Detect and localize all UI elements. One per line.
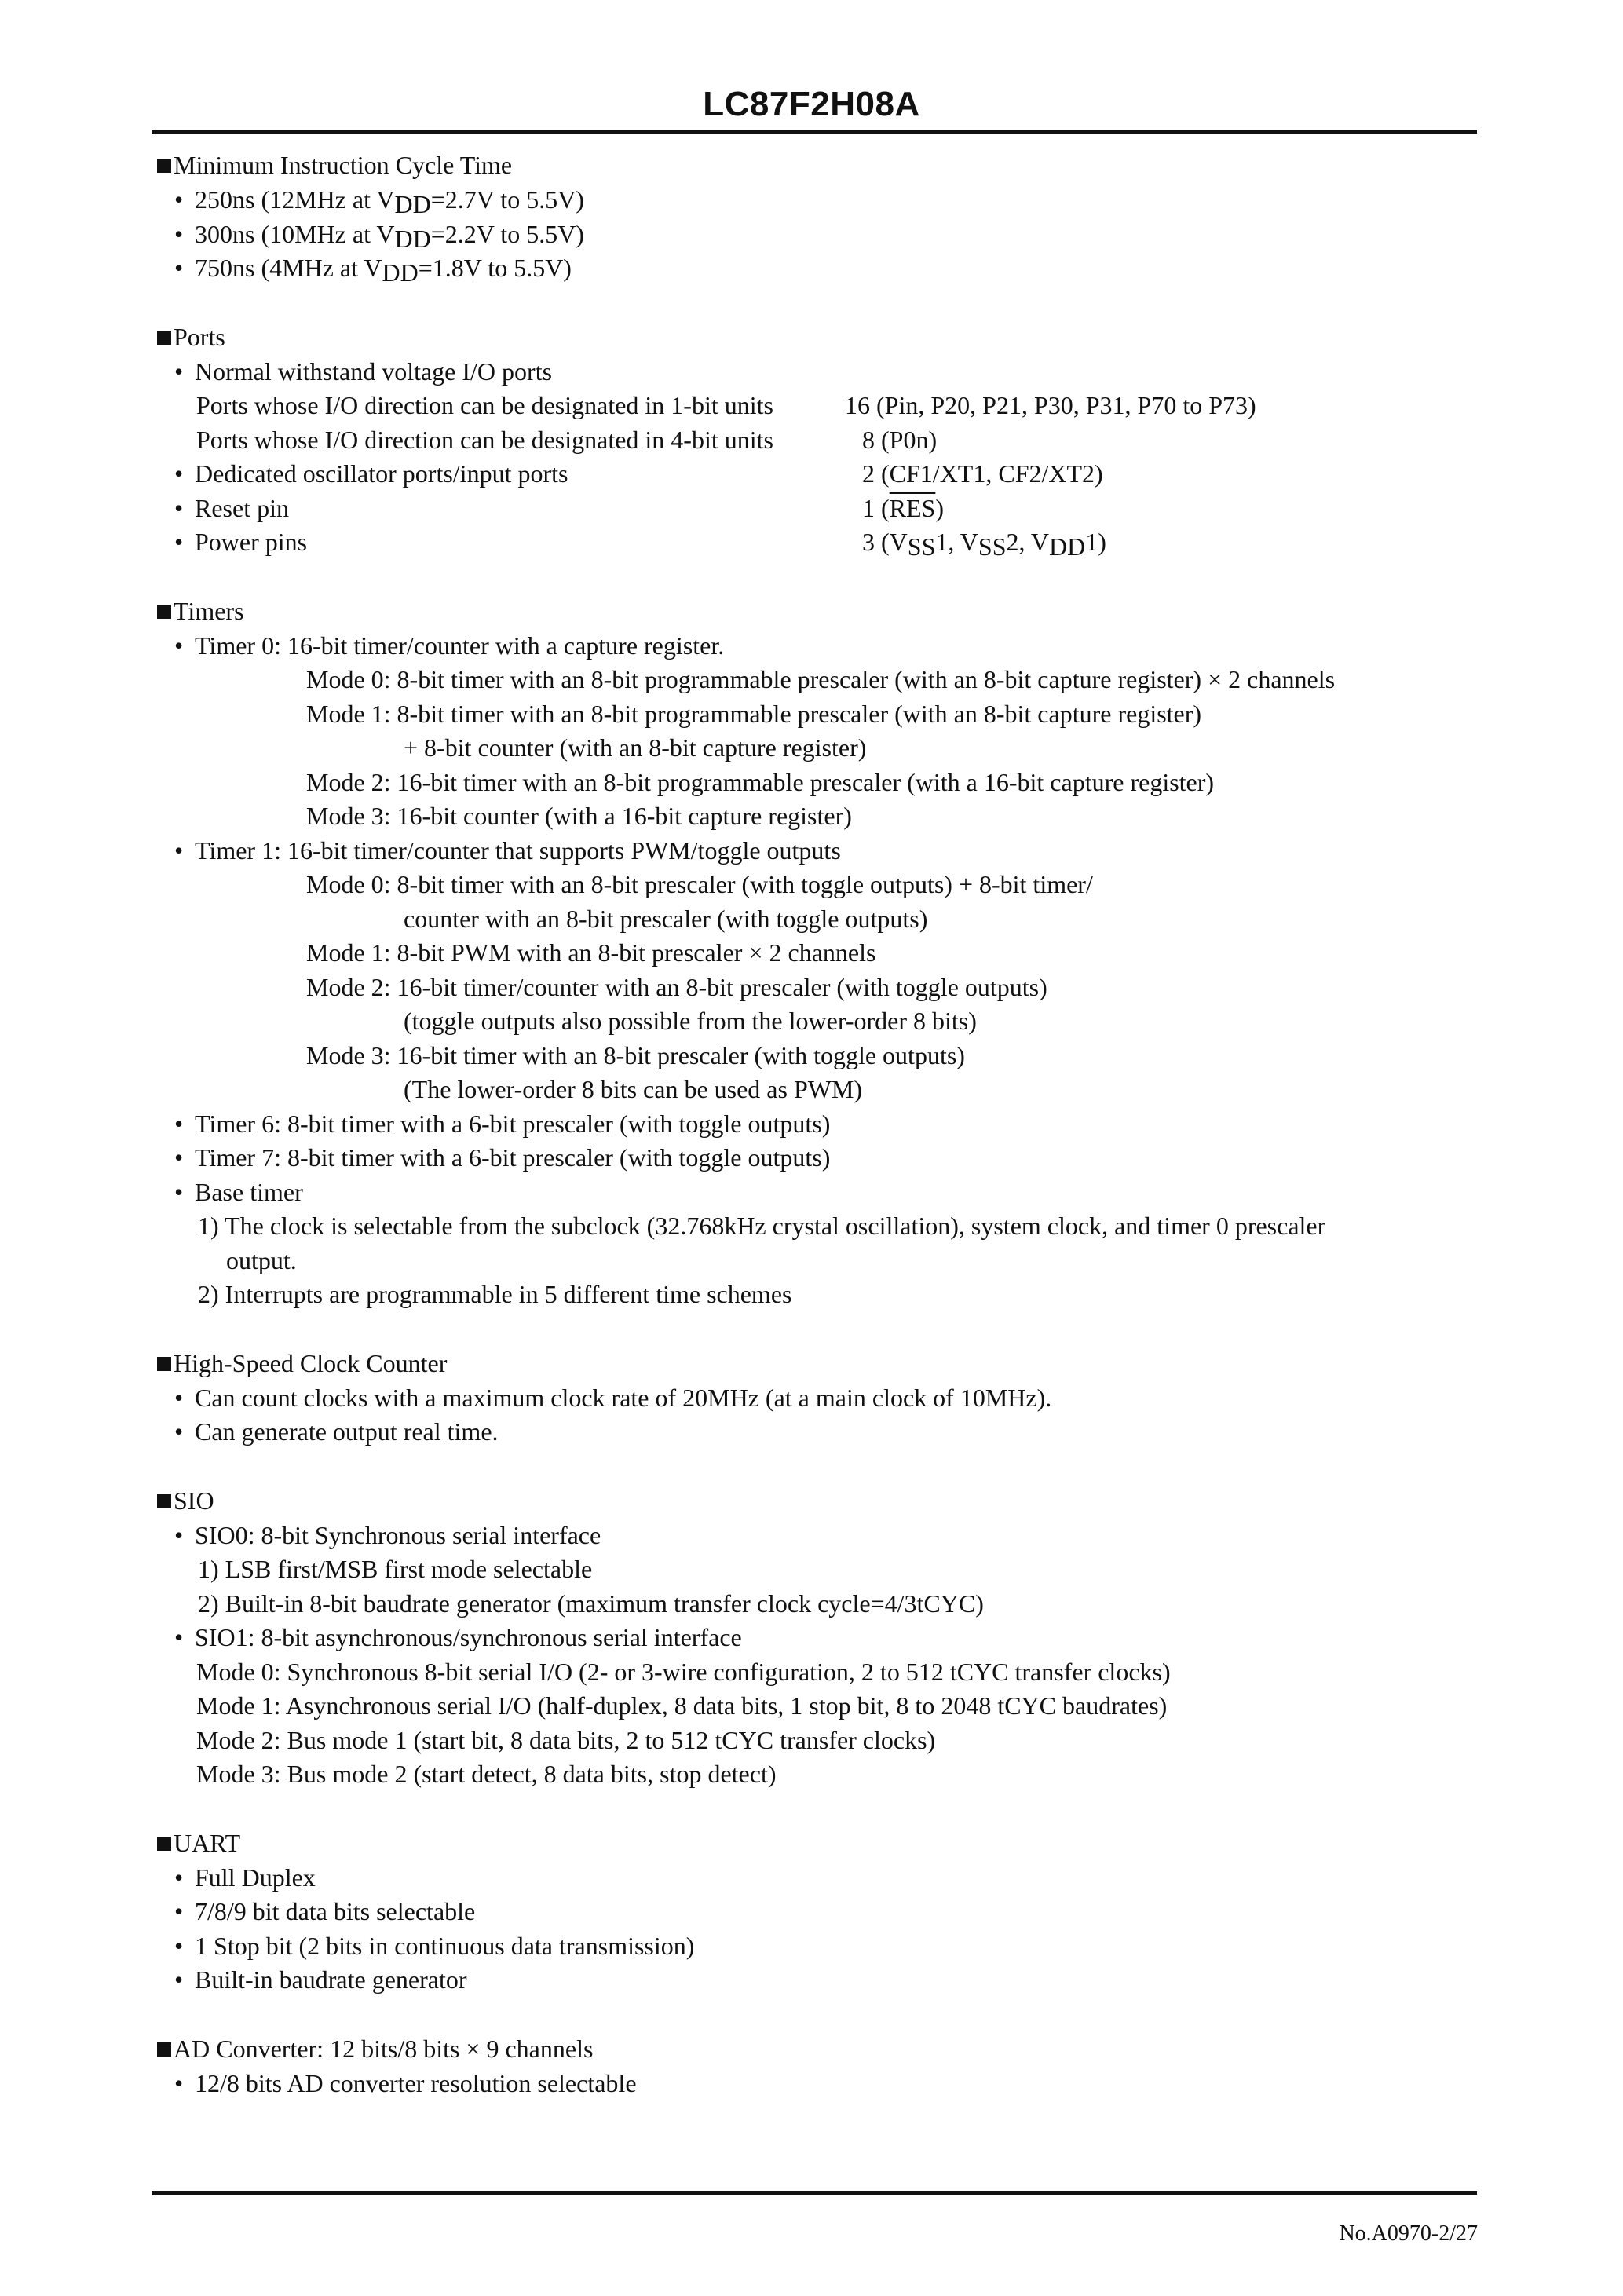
port-value-power	[862, 525, 1106, 559]
bullet-icon: •	[174, 631, 184, 660]
page-header-title: LC87F2H08A	[703, 85, 920, 123]
section-heading-adc	[157, 2031, 593, 2066]
header-rule	[152, 130, 1477, 134]
timer1-mode3: Mode 3: 16-bit timer with an 8-bit prescaler (with toggle outputs)	[306, 1041, 965, 1069]
timer1-mode2-cont: (toggle outputs also possible from the lower-order 8 bits)	[404, 1007, 977, 1035]
base-timer-note-1: 1) The clock is selectable from the subclock (32.768kHz crystal oscillation), system clock, and timer 0 prescaler	[198, 1212, 1326, 1240]
bullet-icon: •	[174, 1932, 184, 1960]
subscript: DD	[394, 225, 431, 253]
list-item	[174, 1620, 742, 1654]
item-text: Dedicated oscillator ports/input ports	[195, 459, 568, 488]
timer0-mode0: Mode 0: 8-bit timer with an 8-bit programmable prescaler (with an 8-bit capture register) × 2 channels	[306, 665, 1336, 693]
section-heading-sio	[157, 1483, 214, 1518]
heading-text: Ports	[174, 323, 225, 351]
list-item	[174, 1929, 694, 1963]
list-item	[174, 1860, 316, 1895]
bullet-icon: •	[174, 494, 184, 522]
square-bullet-icon	[157, 1494, 171, 1508]
item-text: Can generate output real time.	[195, 1417, 499, 1446]
item-text: Timer 7: 8-bit timer with a 6-bit prescaler (with toggle outputs)	[195, 1143, 831, 1172]
port-value-1bit: 16 (Pin, P20, P21, P30, P31, P70 to P73)	[845, 391, 1256, 419]
bullet-icon: •	[174, 254, 184, 282]
bullet-icon: •	[174, 1897, 184, 1925]
item-text: 12/8 bits AD converter resolution selectable	[195, 2069, 637, 2097]
bullet-icon: •	[174, 1417, 184, 1446]
item-text: =1.8V to 5.5V)	[418, 254, 572, 282]
subscript: SS	[907, 532, 936, 561]
item-text: Timer 1: 16-bit timer/counter that supports PWM/toggle outputs	[195, 836, 841, 865]
port-value-reset	[862, 491, 944, 525]
section-heading-timers	[157, 594, 244, 628]
sio1-mode2: Mode 2: Bus mode 1 (start bit, 8 data bits, 2 to 512 tCYC transfer clocks)	[196, 1726, 936, 1754]
item-text: Reset pin	[195, 494, 289, 522]
square-bullet-icon	[157, 605, 171, 619]
heading-text: High-Speed Clock Counter	[174, 1349, 448, 1377]
square-bullet-icon	[157, 1357, 171, 1371]
sio1-mode0: Mode 0: Synchronous 8-bit serial I/O (2- or 3-wire configuration, 2 to 512 tCYC transfer clocks)	[196, 1658, 1171, 1686]
list-item	[174, 1414, 499, 1449]
bullet-icon: •	[174, 1178, 184, 1206]
item-text: SIO1: 8-bit asynchronous/synchronous serial interface	[195, 1623, 742, 1651]
list-item	[174, 217, 584, 251]
timer1-mode1: Mode 1: 8-bit PWM with an 8-bit prescaler × 2 channels	[306, 938, 876, 967]
value-text: 2, V	[1006, 528, 1050, 556]
bullet-icon: •	[174, 1110, 184, 1138]
sio1-mode3: Mode 3: Bus mode 2 (start detect, 8 data bits, stop detect)	[196, 1760, 777, 1788]
item-text: Can count clocks with a maximum clock rate of 20MHz (at a main clock of 10MHz).	[195, 1384, 1052, 1412]
subscript: DD	[394, 190, 431, 218]
value-text: 1 (	[862, 494, 890, 522]
timer1-mode0: Mode 0: 8-bit timer with an 8-bit prescaler (with toggle outputs) + 8-bit timer/	[306, 870, 1093, 898]
bullet-icon: •	[174, 1965, 184, 1994]
list-item	[174, 525, 307, 559]
bullet-icon: •	[174, 1623, 184, 1651]
sio0-note-2: 2) Built-in 8-bit baudrate generator (maximum transfer clock cycle=4/3tCYC)	[198, 1589, 984, 1618]
section-heading-uart	[157, 1826, 240, 1860]
value-text: 3 (V	[862, 528, 908, 556]
bullet-icon: •	[174, 1384, 184, 1412]
value-text: )	[935, 494, 944, 522]
section-heading-hscc	[157, 1346, 447, 1380]
timer0-mode2: Mode 2: 16-bit timer with an 8-bit programmable prescaler (with a 16-bit capture register)	[306, 768, 1215, 796]
item-text: 750ns (4MHz at V	[195, 254, 382, 282]
value-text: 1)	[1085, 528, 1106, 556]
item-text: Timer 6: 8-bit timer with a 6-bit prescaler (with toggle outputs)	[195, 1110, 831, 1138]
item-text: Full Duplex	[195, 1863, 316, 1892]
item-text: Base timer	[195, 1178, 303, 1206]
sio1-mode1: Mode 1: Asynchronous serial I/O (half-duplex, 8 data bits, 1 stop bit, 8 to 2048 tCYC baudrates)	[196, 1691, 1168, 1720]
list-item	[174, 182, 584, 217]
list-item	[174, 1380, 1051, 1415]
bullet-icon: •	[174, 185, 184, 214]
list-item	[174, 1175, 303, 1209]
port-label-4bit: Ports whose I/O direction can be designated in 4-bit units	[196, 426, 773, 454]
base-timer-note-2: 2) Interrupts are programmable in 5 different time schemes	[198, 1280, 792, 1308]
list-item	[174, 1962, 467, 1997]
bullet-icon: •	[174, 1143, 184, 1172]
list-item	[174, 2066, 637, 2100]
heading-text: Minimum Instruction Cycle Time	[174, 151, 513, 179]
list-item	[174, 1140, 830, 1175]
bullet-icon: •	[174, 528, 184, 556]
bullet-icon: •	[174, 836, 184, 865]
list-item	[174, 354, 552, 389]
timer0-mode3: Mode 3: 16-bit counter (with a 16-bit capture register)	[306, 802, 852, 830]
bullet-icon: •	[174, 1863, 184, 1892]
bullet-icon: •	[174, 2069, 184, 2097]
item-text: Built-in baudrate generator	[195, 1965, 467, 1994]
timer1-mode3-cont: (The lower-order 8 bits can be used as PWM)	[404, 1075, 863, 1103]
port-value-4bit: 8 (P0n)	[862, 426, 938, 454]
reset-signal: $\overline{RES}$	[889, 494, 936, 522]
timer1-mode2: Mode 2: 16-bit timer/counter with an 8-bit prescaler (with toggle outputs)	[306, 973, 1047, 1001]
item-text: 7/8/9 bit data bits selectable	[195, 1897, 476, 1925]
list-item	[174, 833, 841, 868]
base-timer-note-1-cont: output.	[226, 1246, 297, 1274]
list-item	[174, 628, 724, 663]
heading-text: Timers	[174, 597, 244, 625]
item-text: Power pins	[195, 528, 308, 556]
item-text: 1 Stop bit (2 bits in continuous data transmission)	[195, 1932, 695, 1960]
bullet-icon: •	[174, 1521, 184, 1549]
item-text: SIO0: 8-bit Synchronous serial interface	[195, 1521, 601, 1549]
bullet-icon: •	[174, 220, 184, 248]
subscript: DD	[382, 258, 419, 287]
item-text: 250ns (12MHz at V	[195, 185, 395, 214]
bullet-icon: •	[174, 459, 184, 488]
sio0-note-1: 1) LSB first/MSB first mode selectable	[198, 1555, 593, 1583]
value-text: 1, V	[935, 528, 978, 556]
timer0-mode1: Mode 1: 8-bit timer with an 8-bit programmable prescaler (with an 8-bit capture register)	[306, 700, 1202, 728]
heading-text: UART	[174, 1829, 241, 1857]
bullet-icon: •	[174, 357, 184, 386]
square-bullet-icon	[157, 331, 171, 345]
item-text: =2.7V to 5.5V)	[430, 185, 584, 214]
section-heading-ports	[157, 320, 225, 354]
port-label-1bit: Ports whose I/O direction can be designated in 1-bit units	[196, 391, 773, 419]
subscript: DD	[1049, 532, 1086, 561]
item-text: Timer 0: 16-bit timer/counter with a capture register.	[195, 631, 725, 660]
heading-text: SIO	[174, 1486, 214, 1515]
item-text: 300ns (10MHz at V	[195, 220, 395, 248]
port-value-osc: 2 (CF1/XT1, CF2/XT2)	[862, 459, 1103, 488]
square-bullet-icon	[157, 159, 171, 173]
footer-rule	[152, 2191, 1477, 2195]
subscript: SS	[978, 532, 1007, 561]
list-item	[174, 1894, 475, 1929]
page-number: No.A0970-2/27	[1339, 2221, 1478, 2246]
list-item	[174, 1518, 601, 1552]
timer1-mode0-cont: counter with an 8-bit prescaler (with toggle outputs)	[404, 905, 928, 933]
square-bullet-icon	[157, 1837, 171, 1851]
item-text: =2.2V to 5.5V)	[430, 220, 584, 248]
timer0-mode1-cont: + 8-bit counter (with an 8-bit capture register)	[404, 733, 867, 762]
square-bullet-icon	[157, 2042, 171, 2057]
list-item	[174, 1106, 830, 1141]
list-item	[174, 491, 289, 525]
heading-text: AD Converter: 12 bits/8 bits × 9 channels	[174, 2035, 594, 2063]
item-text: Normal withstand voltage I/O ports	[195, 357, 553, 386]
section-heading-cycle	[157, 148, 512, 182]
list-item	[174, 250, 572, 285]
list-item	[174, 456, 568, 491]
